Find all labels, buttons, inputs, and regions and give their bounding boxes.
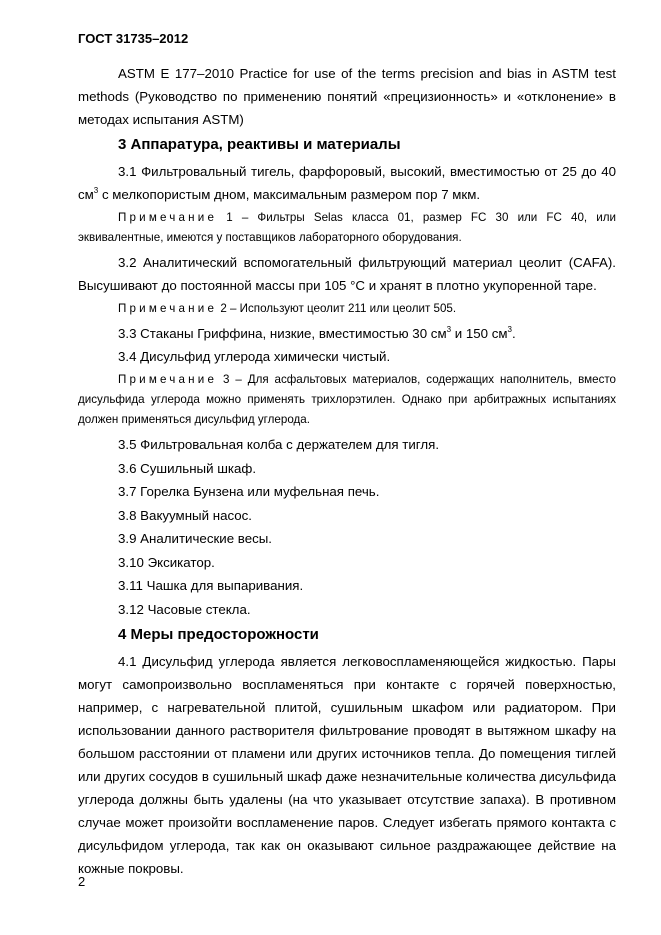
note-2-label: Примечание [118,302,218,315]
item-3-3-text-b: и 150 см [451,326,508,341]
item-3-5: 3.5 Фильтровальная колба с держателем для тигля. [118,437,440,452]
item-3-3-sup-2: 3 [507,325,512,334]
item-3-10: 3.10 Эксикатор. [118,554,215,570]
standard-header: ГОСТ 31735–2012 [78,31,189,46]
item-3-3-text-a: 3.3 Стаканы Гриффина, низкие, вместимостью 30 см [118,326,447,341]
note-1 [78,208,616,248]
item-3-11: 3.11 Чашка для выпаривания. [118,578,304,593]
item-3-8: 3.8 Вакуумный насос. [118,507,252,523]
note-2-text: 2 – Используют цеолит 211 или цеолит 505. [217,302,457,315]
item-3-3 [78,322,616,345]
item-3-2: 3.2 Аналитический вспомогательный фильтрующий материал цеолит (CAFA). Высушивают до постоянной массы при 105 °С и хранят в плотно укупоренной таре. [78,255,616,293]
note-3-label: Примечание [118,373,218,386]
note-2 [78,299,616,319]
page-number: 2 [78,874,86,889]
reference-paragraph: ASTM E 177–2010 Practice for use of the terms precision and bias in ASTM test methods (Руководство по применению понятий «прецизионность» и «отклонение» в методах испытания ASTM) [78,66,616,127]
item-4-1: 4.1 Дисульфид углерода является легковоспламеняющейся жидкостью. Пары могут самопроизвольно воспламеняться при контакте с горячей поверхностью, например, с нагревательной плитой, сушильным шкафом или радиатором. При использовании данного растворителя фильтрование проводят в вытяжном шкафу на большом расстоянии от пламени или других источников тепла. До помещения тиглей или других сосудов в сушильный шкаф даже незначительные количества дисульфида углерода должны быть удалены (на что указывает отсутствие запаха). В противном случае может произойти воспламенение паров. Следует избегать прямого контакта с дисульфидом углерода, так как он оказывают сильное раздражающее действие на кожные покровы. [78,654,616,876]
item-3-3-sup-1: 3 [446,325,452,334]
item-3-4: 3.4 Дисульфид углерода химически чистый. [118,349,391,364]
item-3-7: 3.7 Горелка Бунзена или муфельная печь. [118,484,380,499]
item-3-9: 3.9 Аналитические весы. [118,531,273,546]
note-3 [78,370,616,430]
page-content [78,62,616,880]
note-3-text: 3 – Для асфальтовых материалов, содержащих наполнитель, вместо дисульфида углерода можно применять трихлорэтилен. Однако при арбитражных испытаниях должен применяться дисульфид углерода. [78,373,616,426]
item-3-1 [78,160,616,206]
section-4-title: 4 Меры предосторожности [118,626,319,643]
item-3-1-text-b: с мелкопористым дном, максимальным размером пор 7 мкм. [98,187,481,202]
note-1-label: Примечание [118,211,218,224]
section-3-title: 3 Аппаратура, реактивы и материалы [118,136,401,153]
item-3-1-sup: 3 [93,186,99,195]
note-1-text: 1 – Фильтры Selas класса 01, размер FC 30 или FC 40, или эквивалентные, имеются у поставщиков лабораторного оборудования. [78,211,616,244]
item-3-1-text-a: 3.1 Фильтровальный тигель, фарфоровый, высокий, вместимостью от 25 до 40 см [78,164,616,202]
item-3-12: 3.12 Часовые стекла. [118,601,251,617]
item-3-6: 3.6 Сушильный шкаф. [118,460,257,476]
item-3-3-text-c: . [512,326,516,341]
